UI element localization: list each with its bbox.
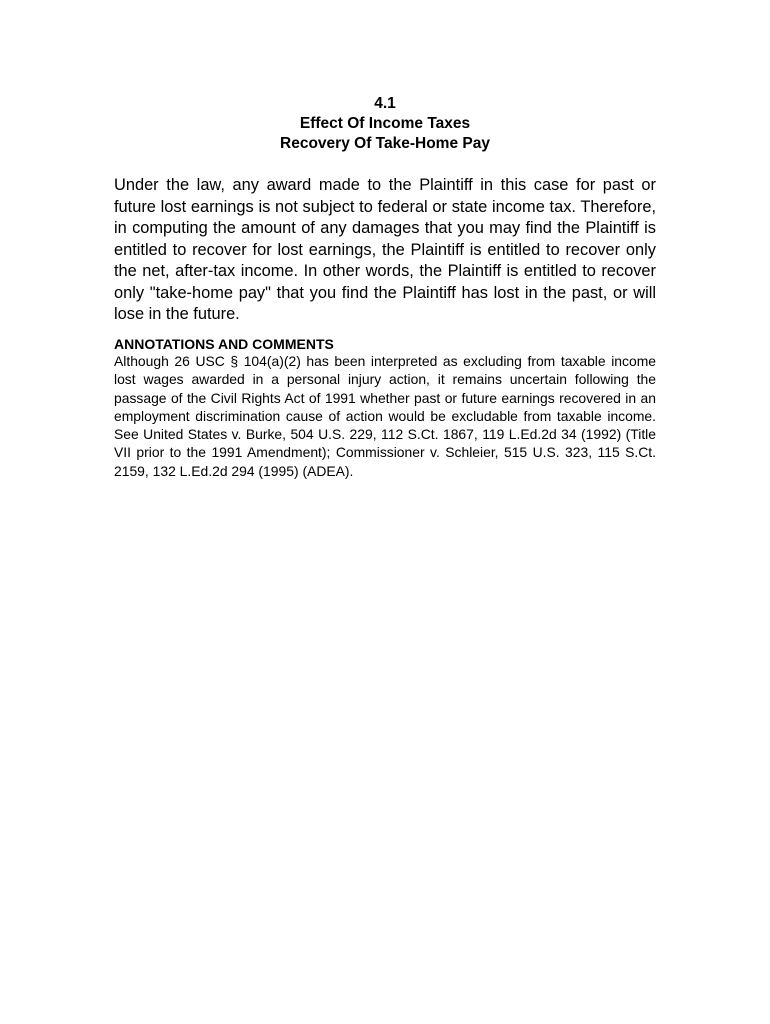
title-line-2: Recovery Of Take-Home Pay	[280, 135, 490, 152]
title-line-1: Effect Of Income Taxes	[299, 115, 471, 132]
section-number: 4.1	[374, 95, 396, 112]
annotations-heading: ANNOTATIONS AND COMMENTS	[114, 336, 334, 352]
annotations-paragraph: Although 26 USC § 104(a)(2) has been interpreted as excluding from taxable income lost wages awarded in a personal injury action, it remains uncertain following the passage of the Civil Rights Act of 1991 whether past or future earnings recovered in an employment discrimination cause of action would be excludable from taxable income. See United States v. Burke, 504 U.S. 229, 112 S.Ct. 1867, 119 L.Ed.2d 34 (1992) (Title VII prior to the 1991 Amendment); Commissioner v. Schleier, 515 U.S. 323, 115 S.Ct. 2159, 132 L.Ed.2d 294 (1995) (ADEA).	[114, 353, 656, 479]
document-heading	[114, 94, 656, 154]
instruction-paragraph: Under the law, any award made to the Plaintiff in this case for past or future lost earnings is not subject to federal or state income tax. Therefore, in computing the amount of any damages that you may find the Plaintiff is entitled to recover for lost earnings, the Plaintiff is entitled to recover only the net, after-tax income. In other words, the Plaintiff is entitled to recover only "take-home pay" that you find the Plaintiff has lost in the past, or will lose in the future.	[114, 176, 656, 323]
